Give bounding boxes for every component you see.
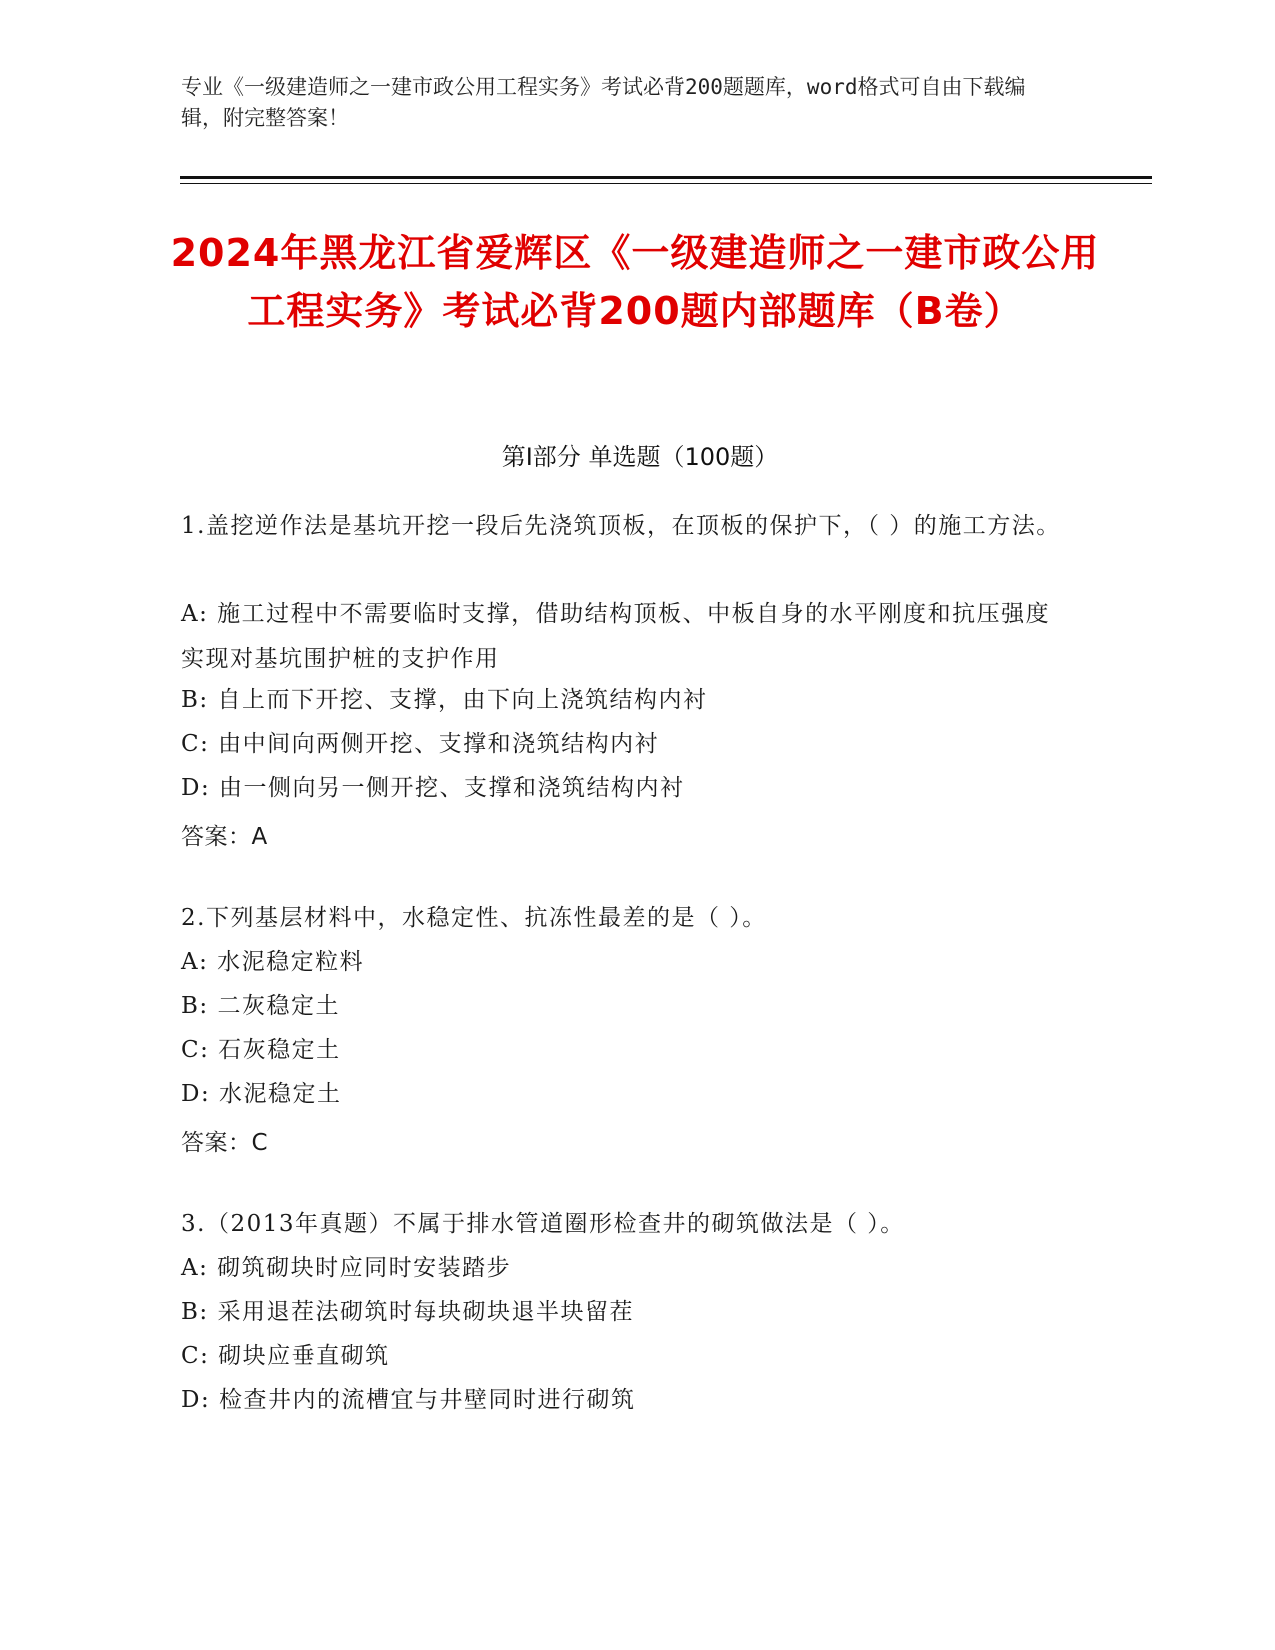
question-3-text: 3.（2013年真题）不属于排水管道圈形检查井的砌筑做法是（ ）。 [181,1211,905,1237]
section-heading: 第Ⅰ部分 单选题（100题） [501,443,779,471]
header-rule-thick [180,176,1152,179]
document-title: 2024年黑龙江省爱辉区《一级建造师之一建市政公用工程实务》考试必背200题内部题库（B卷） [170,231,1100,333]
question-1-option-c: C: 由中间向两侧开挖、支撑和浇筑结构内衬 [181,731,660,757]
question-3-option-a: A: 砌筑砌块时应同时安装踏步 [181,1255,512,1281]
question-2-option-c: C: 石灰稳定土 [181,1037,341,1063]
question-2-option-d: D: 水泥稳定土 [181,1081,342,1107]
header-rule-thin [180,183,1152,184]
question-3-option-c: C: 砌块应垂直砌筑 [181,1343,390,1369]
question-1-answer: 答案：A [181,824,268,850]
question-3-option-b: B: 采用退茬法砌筑时每块砌块退半块留茬 [181,1299,634,1325]
question-1-option-b: B: 自上而下开挖、支撑，由下向上浇筑结构内衬 [181,687,708,713]
header-note: 专业《一级建造师之一建市政公用工程实务》考试必背200题题库，word格式可自由下载编辑，附完整答案！ [181,75,1026,130]
question-1-option-d: D: 由一侧向另一侧开挖、支撑和浇筑结构内衬 [181,775,685,801]
question-1-option-a: A: 施工过程中不需要临时支撑，借助结构顶板、中板自身的水平刚度和抗压强度实现对基坑围护桩的支护作用 [181,601,1051,672]
question-1-text: 1.盖挖逆作法是基坑开挖一段后先浇筑顶板，在顶板的保护下，（ ）的施工方法。 [181,513,1061,539]
question-2-answer: 答案：C [181,1130,269,1156]
question-3-option-d: D: 检查井内的流槽宜与井壁同时进行砌筑 [181,1387,636,1413]
question-2-option-b: B: 二灰稳定土 [181,993,340,1019]
question-2-option-a: A: 水泥稳定粒料 [181,949,365,975]
question-2-text: 2.下列基层材料中，水稳定性、抗冻性最差的是（ ）。 [181,905,767,931]
